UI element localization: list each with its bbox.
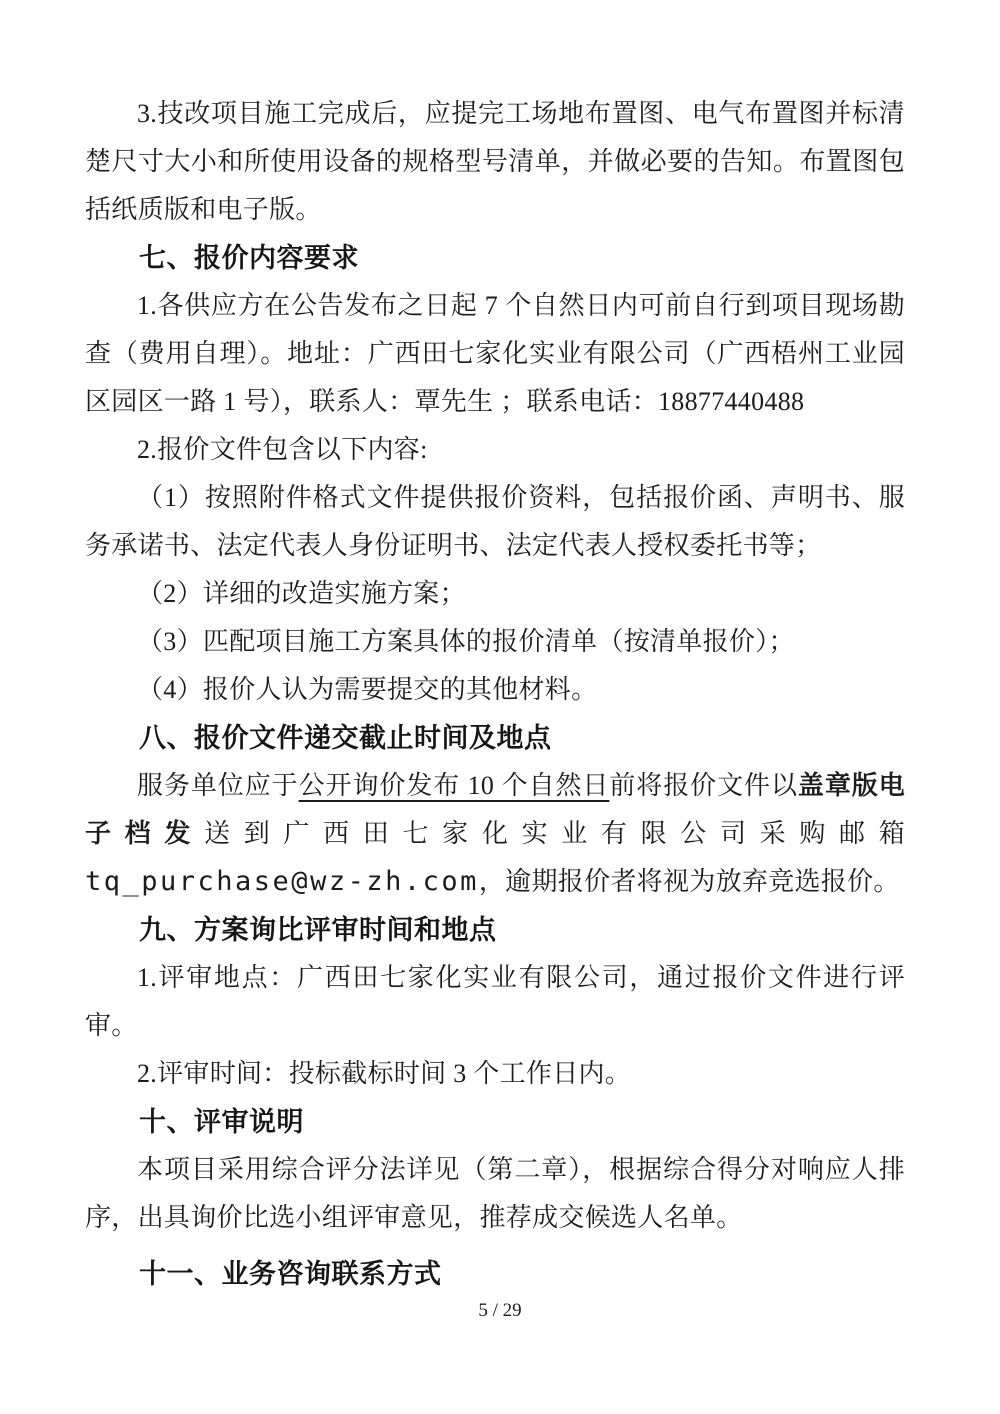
paragraph-site-survey: 1.各供应方在公告发布之日起 7 个自然日内可前自行到项目现场勘查（费用自理）。地址：广西田七家化实业有限公司（广西梧州工业园区园区一路 1 号），联系人：覃先生 ；联系电话：18877440488 [85, 291, 905, 416]
section-heading-review-time-place: 九、方案询比评审时间和地点 [139, 915, 497, 945]
submission-text-plain: ，逾期报价者将视为放弃竞选报价。 [478, 867, 900, 896]
section-heading-quote-content: 七、报价内容要求 [139, 243, 359, 273]
paragraph-completion-requirements: 3.技改项目施工完成后，应提完工场地布置图、电气布置图并标清楚尺寸大小和所使用设备的规格型号清单，并做必要的告知。布置图包括纸质版和电子版。 [85, 99, 905, 224]
paragraph-quote-docs-intro: 2.报价文件包含以下内容: [137, 435, 428, 464]
paragraph-submission-instructions [85, 762, 905, 906]
paragraph-quote-docs-item-1: （1）按照附件格式文件提供报价资料，包括报价函、声明书、服务承诺书、法定代表人身份证明书、法定代表人授权委托书等； [85, 483, 905, 560]
paragraph-scoring-method: 本项目采用综合评分法详见（第二章），根据综合得分对响应人排序，出具询价比选小组评审意见，推荐成交候选人名单。 [85, 1155, 905, 1232]
submission-deadline-underlined: 公开询价发布 10 个自然日 [298, 771, 610, 800]
section-heading-review-notes: 十、评审说明 [139, 1107, 304, 1137]
section-heading-submission-deadline: 八、报价文件递交截止时间及地点 [139, 723, 552, 753]
submission-text-plain: 送到广西田七家化实业有限公司采购邮箱 [204, 819, 905, 848]
page-number: 5 / 29 [478, 1300, 522, 1321]
submission-sealed-copy-bold: 盖章版电子档发 [85, 771, 905, 848]
paragraph-review-time: 2.评审时间：投标截标时间 3 个工作日内。 [137, 1059, 632, 1088]
paragraph-quote-docs-item-4: （4）报价人认为需要提交的其他材料。 [137, 675, 598, 704]
paragraph-quote-docs-item-2: （2）详细的改造实施方案； [137, 579, 466, 608]
submission-text-plain: 服务单位应于 [137, 771, 299, 800]
paragraph-quote-docs-item-3: （3）匹配项目施工方案具体的报价清单（按清单报价）； [137, 627, 795, 656]
section-heading-business-contact: 十一、业务咨询联系方式 [139, 1259, 442, 1289]
paragraph-review-location: 1.评审地点：广西田七家化实业有限公司，通过报价文件进行评审。 [85, 963, 905, 1040]
submission-text-plain: 前将报价文件以 [609, 771, 798, 800]
procurement-email-address: tq_purchase@wz-zh.com [85, 866, 479, 897]
